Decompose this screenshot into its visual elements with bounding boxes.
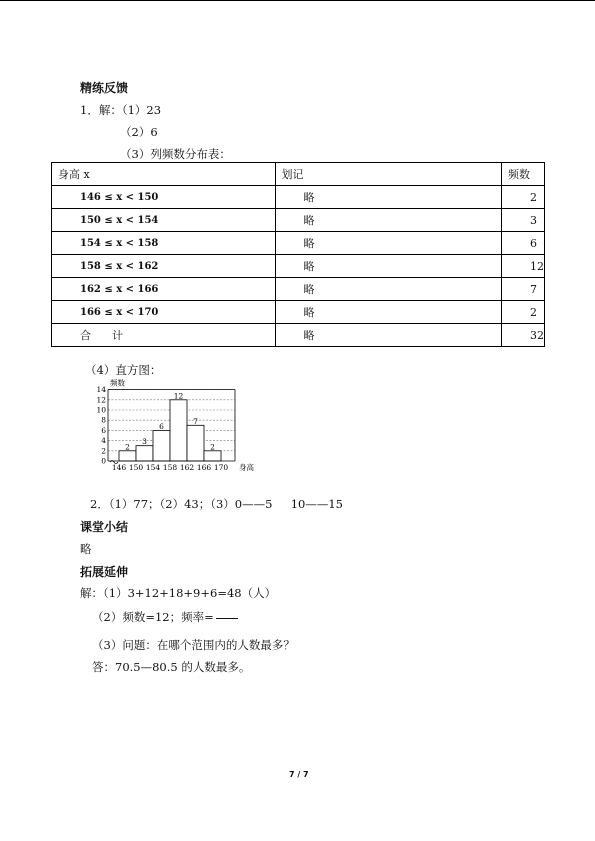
- bar-value-label: 2: [210, 442, 215, 452]
- x-tick-label: 158: [162, 463, 178, 472]
- table-header-row: [52, 163, 545, 186]
- section-title-summary: 课堂小结: [80, 520, 129, 534]
- summary-text: 略: [80, 542, 92, 556]
- histogram-bar: [136, 446, 153, 461]
- header-height-text: 身高 x: [58, 168, 90, 181]
- range-cell: 166 ≤ x < 170: [52, 301, 276, 324]
- tally-cell: 略: [275, 232, 501, 255]
- extension-answer-2-text: （2）频数=12；频率=: [92, 610, 214, 624]
- fraction-blank: [216, 618, 238, 619]
- range-cell: 154 ≤ x < 158: [52, 232, 276, 255]
- range-cell: 162 ≤ x < 166: [52, 278, 276, 301]
- header-tally: 划记: [275, 163, 501, 186]
- table-row: [52, 209, 545, 232]
- histogram-label: （4）直方图：: [85, 363, 162, 377]
- header-frequency: 频数: [502, 163, 545, 186]
- y-tick-label: 0: [101, 456, 106, 466]
- total-label-cell: 合 计: [52, 324, 276, 347]
- freq-cell: 7: [502, 278, 545, 301]
- tally-cell: 略: [275, 209, 501, 232]
- table-total-row: [52, 324, 545, 347]
- frequency-table: [51, 162, 545, 347]
- tally-cell: 略: [275, 186, 501, 209]
- freq-cell: 2: [502, 186, 545, 209]
- histogram-y-ticks: [96, 385, 106, 465]
- histogram-bar: [170, 400, 187, 461]
- table-row: [52, 301, 545, 324]
- section-title-practice: 精练反馈: [80, 81, 129, 95]
- histogram-y-label: 频数: [110, 378, 125, 388]
- page-number: 7 / 7: [289, 770, 309, 779]
- top-rule: [0, 0, 595, 1]
- q2-answer: 2．（1）77；（2）43；（3）0——5 10——15: [90, 497, 343, 511]
- y-tick-label: 10: [96, 405, 106, 415]
- total-tally-cell: 略: [275, 324, 501, 347]
- y-tick-label: 2: [101, 446, 106, 456]
- y-tick-label: 6: [101, 425, 106, 435]
- q1-answer-3: （3）列频数分布表：: [120, 147, 231, 161]
- tally-cell: 略: [275, 278, 501, 301]
- histogram-bar: [153, 430, 170, 461]
- bar-value-label: 6: [159, 421, 164, 431]
- freq-cell: 12: [502, 255, 545, 278]
- y-tick-label: 8: [101, 415, 106, 425]
- x-tick-label: 154: [145, 463, 161, 472]
- histogram-x-label: 身高: [239, 463, 254, 472]
- bar-value-label: 12: [173, 391, 184, 401]
- histogram-bar: [187, 425, 204, 461]
- extension-answer-1: 解：（1）3+12+18+9+6=48（人）: [80, 586, 277, 600]
- extension-answer-4: 答：70.5—80.5 的人数最多。: [92, 660, 251, 674]
- x-tick-label: 150: [128, 463, 144, 472]
- bar-value-label: 7: [193, 416, 198, 426]
- table-row: [52, 255, 545, 278]
- histogram-bar: [119, 451, 136, 461]
- x-tick-label: 166: [196, 463, 212, 472]
- tally-cell: 略: [275, 301, 501, 324]
- freq-cell: 3: [502, 209, 545, 232]
- range-cell: 150 ≤ x < 154: [52, 209, 276, 232]
- table-row: [52, 186, 545, 209]
- section-title-extension: 拓展延伸: [80, 565, 129, 579]
- y-tick-label: 14: [96, 385, 106, 395]
- table-row: [52, 232, 545, 255]
- bar-value-label: 3: [142, 437, 147, 447]
- total-freq-cell: 32: [502, 324, 545, 347]
- q1-answer-1: 1．解：（1）23: [80, 103, 162, 117]
- x-tick-label: 170: [213, 463, 229, 472]
- x-tick-label: 162: [179, 463, 195, 472]
- bar-value-label: 2: [125, 442, 130, 452]
- q1-answer-2: （2）6: [120, 125, 158, 139]
- extension-answer-3: （3）问题：在哪个范围内的人数最多？: [92, 638, 295, 652]
- tally-cell: 略: [275, 255, 501, 278]
- y-tick-label: 4: [101, 436, 106, 446]
- range-cell: 146 ≤ x < 150: [52, 186, 276, 209]
- range-cell: 158 ≤ x < 162: [52, 255, 276, 278]
- histogram-bar: [204, 451, 221, 461]
- y-tick-label: 12: [96, 395, 106, 405]
- histogram: [92, 378, 272, 478]
- header-height: [52, 163, 276, 186]
- x-tick-label: 146: [111, 463, 127, 472]
- table-row: [52, 278, 545, 301]
- freq-cell: 2: [502, 301, 545, 324]
- histogram-x-ticks: [112, 463, 229, 472]
- extension-answer-2: [92, 609, 238, 625]
- freq-cell: 6: [502, 232, 545, 255]
